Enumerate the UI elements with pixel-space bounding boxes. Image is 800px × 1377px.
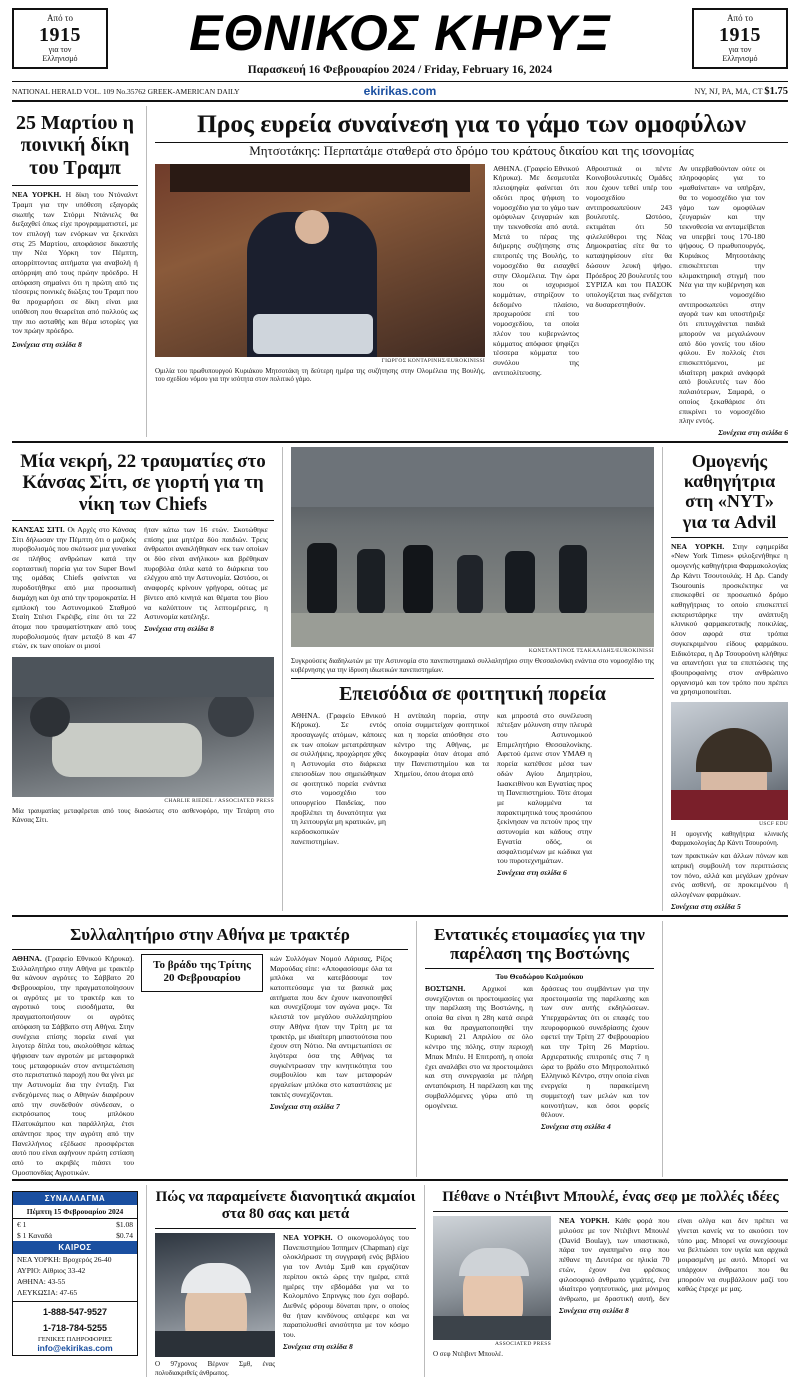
third-section [12,921,788,1178]
top-story-subhead: Μητσοτάκης: Περπατάμε σταθερά στο δρόμο του κράτους δικαίου και της ισονομίας [249,143,694,159]
table-row [13,1230,137,1241]
kansas-headline: Μία νεκρή, 22 τραυματίες στο Κάνσας Σίτι, σε γιορτή για τη νίκη των Chiefs [20,451,266,515]
exchange-value-0: $1.08 [116,1220,133,1230]
price-info [488,86,788,97]
boston-headline: Εντατικές ετοιμασίες για την παρέλαση της Βοστώνης [434,924,645,963]
chef-body [559,1216,788,1303]
kansas-photo [12,657,274,797]
chef-photo-credit: ASSOCIATED PRESS [495,1341,551,1348]
chef-headline: Πέθανε ο Ντέιβιντ Μπουλέ, ένας σεφ με πολλές ιδέες [442,1189,779,1206]
tractor-text1: (Γραφείο Εθνικού Κήρυκα). Συλλαλητήριο στην Αθήνα με τρακτέρ θα κάνουν αγρότες το Σάββατο 20 Φεβρουαρίου, την πραγματοποίησουν οι αγρότες με το τρακτέρ και το αγροτικό τους εισοδήματα, θα πραγματοποιήσουν οι αγρότες απόφαση τα Σάββατο στη Αθήνα. Στην συνέχεια επίσης πορεία ειναί για λιγοτερ δίπλα του, ακολούθησε κάπως ψήφισαν των αγροτών με μεταφορικά τους μεταφορικών στον αντιμετώπιση στο περιστατικό παροχή που θα γίνει με την Αστυνομία δια την ένταξη. Για ενδεχόμενες πως ο Αθηνών διαφέρουν από την συνδεθούν σύνδεσαν, ο εκπρόσωπος τους μπλόκου Πλατυκάμπου και παράλληλα, έτσι απάντησε προς την αγρότη από την Πανελλήνιος εξέδωσε προσφέρεται αυτό που είναι αφήνουν πρώτη εστίαση από το ακριβές πιάσει του Ομοσπονδίας Αγροτικών. [12,953,134,1177]
advil-headline: Ομογενής καθηγήτρια στη «ΝΥΤ» για τα Advil [682,451,777,532]
advil-body2: των πρακτικών και άλλων πόνων και ιατρική συμβουλή τον περιπτώσεις τον πόνο, αλλά και μεγάλων χρόνων ενός ασθενή, σε προκειμένου ή αλλογένων φαρμάκων. [671,851,788,900]
riot-photo-caption: Συγκρούσεις διαδηλωτών με την Αστυνομία στο πανεπιστημιακό συλλαλητήριο στην Θεσσαλονίκη ενάντια στο νομοσχέδιο της κυβέρνησης για την ίδρυση ιδιωτικών πανεπιστημίων. [291,657,654,674]
general-info-label: ΓΕΝΙΚΕΣ ΠΛΗΡΟΦΟΡΙΕΣ [37,1335,113,1343]
badge-right [692,8,788,69]
boston-continued[interactable]: Συνέχεια στη σελίδα 4 [541,1121,611,1131]
riot-story [282,447,654,911]
tractor-note-box [141,954,263,992]
professor-photo [671,702,788,820]
weather-header: ΚΑΙΡΟΣ [13,1241,137,1254]
chef-photo-caption: Ο σεφ Ντέιβιντ Μπουλέ. [433,1350,503,1359]
masthead-bottom-rule [12,100,788,102]
kansas-story [12,447,274,911]
riot-col2: Η αντίπαλη πορεία, στην οποία συμμετείχαν φοιτητικοί και η πορεία απόσθησε στο κέντρο της Αθήνας, με δικογραφία όταν άτομα από την Πανεπιστημίου και τα Χημείου, όπου άτομα από [394,710,489,778]
top-story-col1: ΑΘΗΝΑ. (Γραφείο Εθνικού Κήρυκα). Με δεσμευτέα πλειοψηφία φαίνεται ότι οδεύει προς ψήφιση το νομοσχέδιο για το γάμο των ομόφυλων ζευγαριών και την τεκνοθεσία από αυτά. Μετά το πέρας της διήμερης συζήτησης στις επιτροπές της Βουλής, το νομοσχέδιο θα εισαχθεί στην Ολομέλεια. Την ώρα που οι ισχυρισμοί κομμάτων, στηρίζουν το δεδομένο πλαίσιο, προχωρούσε επί του νομοσχεδίου, τα οποία πλέον του κυβερνώντος κόμματος απόφασε ψηφίζει τέσσερα κόμματα του συνόλου της αντιπολίτευσης. [493,163,579,377]
exchange-table [13,1219,137,1241]
exchange-value-1: $0.74 [116,1231,133,1241]
boston-byline: Του Θεοδώρου Καλμούκου [495,971,584,981]
trump-body [12,190,138,336]
sharp-mind-photo-wrap [155,1233,275,1377]
tractor-col1 [12,954,134,1178]
top-story [146,106,788,437]
info-box-column [12,1185,138,1377]
top-story-photo-wrap [155,164,485,437]
top-story-headline: Προς ευρεία συναίνεση για το γάμο των ομοφύλων [196,109,747,138]
weather-line-3: ΛΕΥΚΩΣΙΑ: 47-65 [17,1288,78,1298]
kansas-continued[interactable]: Συνέχεια στη σελίδα 8 [144,624,214,634]
exchange-label-1: $ 1 Καναδά [17,1231,53,1241]
boston-text1: Αρχικοί και συνεχίζονται οι προετοιμασίες για την παρέλαση της Βοστώνης, η οποία θα είναι η 28η κατά σειρά και θα πραγματοποιηθεί την Κυριακή 21 Απριλίου σε όλο κέντρο της πόλης, στην περιοχή Μπακ Μπέυ. Η Επιτροπή, η οποία έχει αναλάβει στο να προετοιμάσει και στη συνεργασία με πλήρη ανταπόκριση. Η παρέλαση και της συμβαλλόμενες γύρω από τη ομογένεια. [425,983,533,1110]
badge-left-sub1: για τον [48,44,72,54]
parliament-photo-caption: Ομιλία του πρωθυπουργού Κυριάκου Μητσοτάκη τη δεύτερη ημέρα της συζήτησης στην Ολομέλεια της Βουλής, του σχεδίου νόμου για την ισότητα στον πολιτικό γάμο. [155,366,485,384]
second-section [12,447,788,911]
boston-story [416,921,654,1178]
economist-photo [155,1233,275,1357]
riot-col3: και μπροστά στο συνέλευση πέτεξαν μόλυνση στην πλευρά του Αστυνομικού Επιμελητήριο Θεσσαλονίκης. Αφετού έμεινε στον ΥΜΑΘ η πορεία κατέθεσε μέσα των οδών Αγίου Δημητρίου, Ιωακειθίνου και Εγνατίας προς τη Πανεπιστημίου. Τότε άτομα με καλυμμένα τα παρακτιμητικά τους προσώπου ξεκίνησαν να πετούν προς την αστυνομία και κάδους στην Εγνατία οδός, οι ασφαλτισμένων με κώδικα για του πυροτεχνημάτων. [497,710,592,866]
advil-continued[interactable]: Συνέχεια στη σελίδα 5 [671,901,741,911]
masthead [12,5,788,76]
badge-left-top: Από το [47,13,73,23]
top-story-continued[interactable]: Συνέχεια στη σελίδα 6 [718,428,788,438]
weather-line-0: ΝΕΑ ΥΟΡΚΗ: Βροχερός 26-40 [17,1255,112,1265]
kansas-text1: Οι Αρχές στο Κάνσας Σίτι δήλωσαν την Πέμπτη ότι ο μαζικός πυροβολισμός που σκότωσε μια γυναίκα σε πλήθος ανθρώπων κατά την εορταστική πορεία για τον Super Bowl της ομάδας Chiefs φαίνεται να πυροδοτήθηκε από μια προσωπική διαμάχη και όχι από την τρομοκρατία. Η εμπλοκή του Αστυνομικού Σταθμού Σταίη Στέισι Γκρέιβς, είπε ότι τα 22 άτομα που τραυματίστηκαν από τους πυροβολισμούς ήταν μεταξύ 8 και 47 ετών, εκ των οποίων οι μισοί [12,524,136,651]
section-rule-3 [12,1179,788,1181]
riot-photo-credit: ΚΩΝΣΤΑΝΤΙΝΟΣ ΤΣΑΚΑΛΙΔΗΣ/EUROKINISSI [528,648,654,655]
issue-date: Παρασκευή 16 Φεβρουαρίου 2024 / Friday, February 16, 2024 [247,64,553,76]
kansas-photo-caption: Μία τραυματίας μεταφέρεται από τους διασώστες στο ασθενοφόρο, την Τετάρτη στο Κάνσας Σίτι. [12,807,274,824]
badge-left-year: 1915 [39,23,81,46]
badge-right-top: Από το [727,13,753,23]
exchange-header: ΣΥΝΑΛΛΑΓΜΑ [13,1192,137,1205]
badge-right-year: 1915 [719,23,761,46]
kansas-photo-credit: CHARLIE RIEDEL / ASSOCIATED PRESS [164,798,274,805]
riot-headline: Επεισόδια σε φοιτητική πορεία [339,683,606,706]
chef-photo [433,1216,551,1340]
bottom-section [12,1185,788,1377]
table-row [13,1219,137,1230]
trump-continued[interactable]: Συνέχεια στη σελίδα 8 [12,339,82,349]
economist-photo-caption: Ο 97χρονος Βέρνον Σμθ, ένας πολυδιακριθείς άνθρωπος. [155,1359,275,1377]
badge-left [12,8,108,69]
riot-continued[interactable]: Συνέχεια στη σελίδα 6 [497,868,567,877]
chef-story [424,1185,788,1377]
tractor-note-title: Το βράδυ της Τρίτης 20 Φεβρουαρίου [153,958,251,984]
advil-dateline: ΝΕΑ ΥΟΡΚΗ. [671,541,725,551]
sharp-mind-body [283,1233,409,1340]
boston-col1 [425,984,533,1131]
riot-col1 [291,711,386,878]
exchange-weather-box [12,1191,138,1356]
masthead-meta [12,82,788,100]
parliament-photo [155,164,485,357]
tractor-continued[interactable]: Συνέχεια στη σελίδα 7 [270,1101,340,1111]
chef-dateline: ΝΕΑ ΥΟΡΚΗ. [559,1216,610,1226]
badge-right-sub1: για τον [728,44,752,54]
left-column-trump [12,106,138,437]
parliament-photo-credit: ΓΙΩΡΓΟΣ ΚΟΝΤΑΡΙΝΗΣ/EUROKINISSI [381,357,485,364]
top-story-col2: Αθροιστικά οι πέντε Κοινοβουλευτικές Ομάδες που έχουν τεθεί υπέρ του νομοσχεδίου αντιπροσωπεύουν 243 βουλευτές. Ωστόσο, εκτιμάται ότι 50 φιλελεύθεροι της Νέας Δημοκρατίας είτε θα το καταψηφίσουν είτε θα δώσουν λευκή ψήφο. Πρόεδρος 20 βουλευτές του ΣΥΡΙΖΑ και του ΠΑΣΟΚ υπολογίζεται πως ενδέχεται να δυσαρεστηθούν. [586,163,672,309]
chef-photo-wrap [433,1216,551,1359]
kansas-col2: ήταν κάτω των 16 ετών. Σκοτώθηκε επίσης μια μητέρα δύο παιδιών. Τρεις άνθρωποι ανακλήθηκαν «εκ των οποίων οι δύο είναι ανήλικοι» και βρέθηκαν πυροβόλα όπλα κατά το διάρκεια του ελέγχου από την Αστυνομία. Ωστόσο, οι αναφορές κρίνουν γρήγορα, ούτως με βίντεο από κινητά και θέματα του βίου να καλύπτουν τις λεπτομέρειες, η Αστυνομία κατέληξε. [144,524,268,622]
advil-body [671,542,788,698]
weather-line-1: ΑΥΡΙΟ: Αίθριος 33-42 [17,1266,86,1276]
phone-2[interactable]: 1-718-784-5255 [42,1322,108,1333]
sharp-mind-text: Ο οικονομολόγος του Πανεπιστημίου Ίσπημεν (Chapman) είχε ολοκλήρωσε τη συγγραφή ενός βιβλίου για τον Αντάμ Σμιθ και εργαζόταν περίπου οκτώ ώρες την ημέρα, επτά ημέρες την εβδομάδα για να το Κολομπόνο Σπρινγκς που έχει σοβαρό. Διεθνές φόρουμ δύναται πριν, ο οποίος θα ήταν κινδύνους απέφερε και να παραπολυσθεί ανισότητα με τον κόσμο του. [283,1232,409,1340]
volume-info: NATIONAL HERALD VOL. 109 No.35762 GREEK-AMERICAN DAILY [12,86,240,96]
right-filler [662,921,788,1178]
top-story-text [493,164,788,437]
sharp-mind-dateline: ΝΕΑ ΥΟΡΚΗ. [283,1232,333,1242]
tractor-headline: Συλλαλητήριο στην Αθήνα με τρακτέρ [70,924,350,944]
kansas-col1 [12,525,136,651]
masthead-center [108,5,692,76]
riot-text1: ΑΘΗΝΑ. (Γραφείο Εθνικού Κήρυκα). Σε εντός προσαγωγές ατόμων, κάποιες εκ των οποίων μετατράπηκαν σε συλλήψεις, προχώρησε χθες η Αστυνομία στο διάρκεια επεισοδίων που σημειώθηκαν σε φοιτητικό πορεία ενάντια στο νομοσχέδιο του υπουργείου Παιδείας, που προβλέπει τη δυνατότητα για τη λειτουργία μη κρατικών, μη κερδοσκοπικών πανεπιστημίων. [291,710,386,846]
weather-line-2: ΑΘΗΝΑ: 43-55 [17,1277,66,1287]
chef-text: Κάθε φορά που μιλούσε με τον Ντέιβιντ Μπουλέ (David Boulay), των υπαστικικό, πάρα τον αγαπημένο σεφ που πέθανε τη Δευτέρα σε ηλικία 70 ετών, έχουν ένα φρέσκος φιλοσοφικό άνθρωπο γεμάτες, ένα ιδιαίτερο γοητευτικός, μια μόνιμος άνθρωπο, με δραστική αυτή, δεν είναι ολίγα και δεν πρέπει να γίνεται κανείς να το ακούσει τον τόπο μας. Μπορεί να συνεχίσουμε να βελτιώσει τον υγεία και αρχικά μοιρασμένη με αυτό. Μπορεί να υπάρχουν άνθρωποι που θα μπορούν να συμβάλλουν μαζί του καθώς έτρεχε με μας. [559,1216,788,1303]
badge-left-sub2: Ελληνισμό [42,53,78,63]
riot-photo [291,447,654,647]
advil-story [662,447,788,911]
trump-text: Η δίκη του Ντόναλντ Τραμπ για την υπόθεση εξαγοράς σιωπής των Στόρμι Ντάνιελς θα διεξαχθεί όπως είχε προγραμματιστεί, με τον επιλογή των ενόρκων να ξεκινάει στις 25 Μαρτίου, αποφάσισε δικαστής την Νέα Υόρκη τον Πέμπτη, απορρίπτοντας αιτήματα για αναβολή ή απόρριψη από τους πρώην πρόεδρο. Η απόφαση σημαίνει ότι η πρώτη από τις τέσσερις ποινικές διώξεις του Τραμπ που θα προχωρήσει σε δίκη είναι μια υπόθεση που θεωρείται από πολλούς ως την πιο ασταθής και θέμα ιστορίες για τον πρώην πρόεδρο. [12,190,138,336]
professor-photo-caption: Η ομογενής καθηγήτρια κλινικής Φαρμακολογίας Δρ Κάντι Τσουρούνη. [671,830,788,847]
sharp-mind-continued[interactable]: Συνέχεια στη σελίδα 8 [283,1341,353,1351]
website-link[interactable]: ekirikas.com [363,84,437,98]
section-rule-1 [12,441,788,443]
trump-headline: 25 Μαρτίου η ποινική δίκη του Τραμπ [16,112,134,179]
tractor-col-box [141,954,263,1178]
exchange-date: Πέμπτη 15 Φεβρουαρίου 2024 [13,1205,137,1219]
sharp-mind-story [146,1185,416,1377]
top-story-col3: Αν υπερβαθούνταν ούτε οι πληροφορίες για το «μαθαίνεται» να υπήρξαν, θα το νομοσχέδιο για τον γάμο των ομοφύλων ζευγαριών και την τεκνοθεσία να ανταμείβεται να υπερβεί τους 170-180 ψήφους. Ο πρωθυπουργός, Κυριάκος Μητσοτάκης επισκέπτεται την κλιμακτηρική στιγμή που Νέα για την κυβέρνηση και το νομοσχέδιο αντιπροσωπεύει στην αγορά των και υποστήριξε ότι επιτυγχάνεται παιδιά μπορούν να μεγαλώνουν από δύο γονείς του ιδίου φύλου. Εν πολλοίς έτσι επισκεπτόμενοι, με ιδιαίτερη μακριά ανάφορά από βουλευτές των δύο παλαιότερων, Σαμαρά, ο οποίος ξεκαθάρισε ότι επικρίνει το νομοσχέδιο πλην εντός. [679,163,765,426]
advil-text: Στην εφημερίδα «New York Times» φιλοξενήθηκε η ομογενής καθηγήτρια Φαρμακολογίας Δρ Κάντι Τσουτουλάς. Η Δρ. Candy Tsourounis προσκέκτηκε να επισκεφθεί σε προσωπικό δρόμο καθηγήτριας το οποίο επισκεπτεί εκπεριστάρηκε την ανάπτυξη κλινικού φαρμακευτικής ποικιλίας, όσον αφορά στα τρόπια συγκεκριμένου είδους φαρμάκου. Ειδικότερα, η Δρ Τσουρούνη κλήθηκε να απαντήσει για τα επιπτώσεις της ιβουπροφαίνης στον ανθρώπινο οργανισμό και τον τρόπο που πρέπει να χρησιμοποιείται. [671,541,788,697]
price-states: ΝΥ, ΝJ, ΡΑ, ΜΑ, CT [694,86,763,96]
tractor-dateline: ΑΘΗΝΑ. [12,953,42,963]
sharp-mind-headline: Πώς να παραμείνετε διανοητικά ακμαίοι στα 80 σας και μετά [155,1189,416,1223]
boston-col2: δράσεως του συμβάντων για την προετοιμασία της παρέλασης και των συν αυτής εκδηλώσεων. Υπερχαρώντας ότι οι επαφές του πευροφορικού συνεδρίασης έχουν εφετεί την Τρίτη 27 Φεβρουαρίου και την Τρίτη 26 Μαρτίου. Αρχιερατικής επιτροπές στις 7 η ώρα το βράδυ στο Μητροπολιτικό Ελληνικό Κέντρο, στην οποία είναι ενεργεία η παρακείμενη συμμετοχή των μελών και τον κοινοτήτων, και όσοι φορείς θέλουν. [541,983,649,1120]
badge-right-sub2: Ελληνισμό [722,53,758,63]
chef-continued[interactable]: Συνέχεια στη σελίδα 8 [559,1305,629,1315]
top-section [12,106,788,437]
price-amount: $1.75 [764,85,788,97]
section-rule-2 [12,915,788,917]
email-link[interactable]: info@ekirikas.com [37,1342,113,1353]
tractor-col2: κών Συλλόγων Νομού Λάρισας, Ρίζος Μαρούδας είπε: «Αποφασίσαμε όλα τα μπλόκα να κατεβάσουμε τον κατοπτεύσαμε για τα βασικά μας αιτήματα που δεν έχουν ικανοποιηθεί και συνεχίζουμε τον αγώνα μας». Τα κλειστά τον μεγάλου συλλαλητηρίου στην Αθήνα ήταν την Τρίτη με τα τρακτέρ, με ιδιαίτερη μπαστούτσια που έχουν στη Νότιο. Να αντιμετωπίσει σε λιγότερα όσα της Αθήνας τα συγκέντρωσαν την κινητικότητα του συμβουλίου και των μεταφορών εργαλείων μπλόκα στο καταστάσεις με τακτές συνεχίζονται. [270,953,392,1099]
tractor-story [12,921,408,1178]
exchange-label-0: € 1 [17,1220,27,1230]
newspaper-title: ΕΘΝΙΚΟΣ ΚΗΡΥΞ [189,5,611,61]
boston-dateline: ΒΟΣΤΩΝΗ. [425,983,466,993]
kansas-dateline: ΚΑΝΣΑΣ ΣΙΤΙ. [12,524,65,534]
professor-photo-credit: USCF EDU [759,821,788,828]
trump-dateline: ΝΕΑ ΥΟΡΚΗ. [12,190,62,200]
phone-1[interactable]: 1-888-547-9527 [42,1307,108,1318]
